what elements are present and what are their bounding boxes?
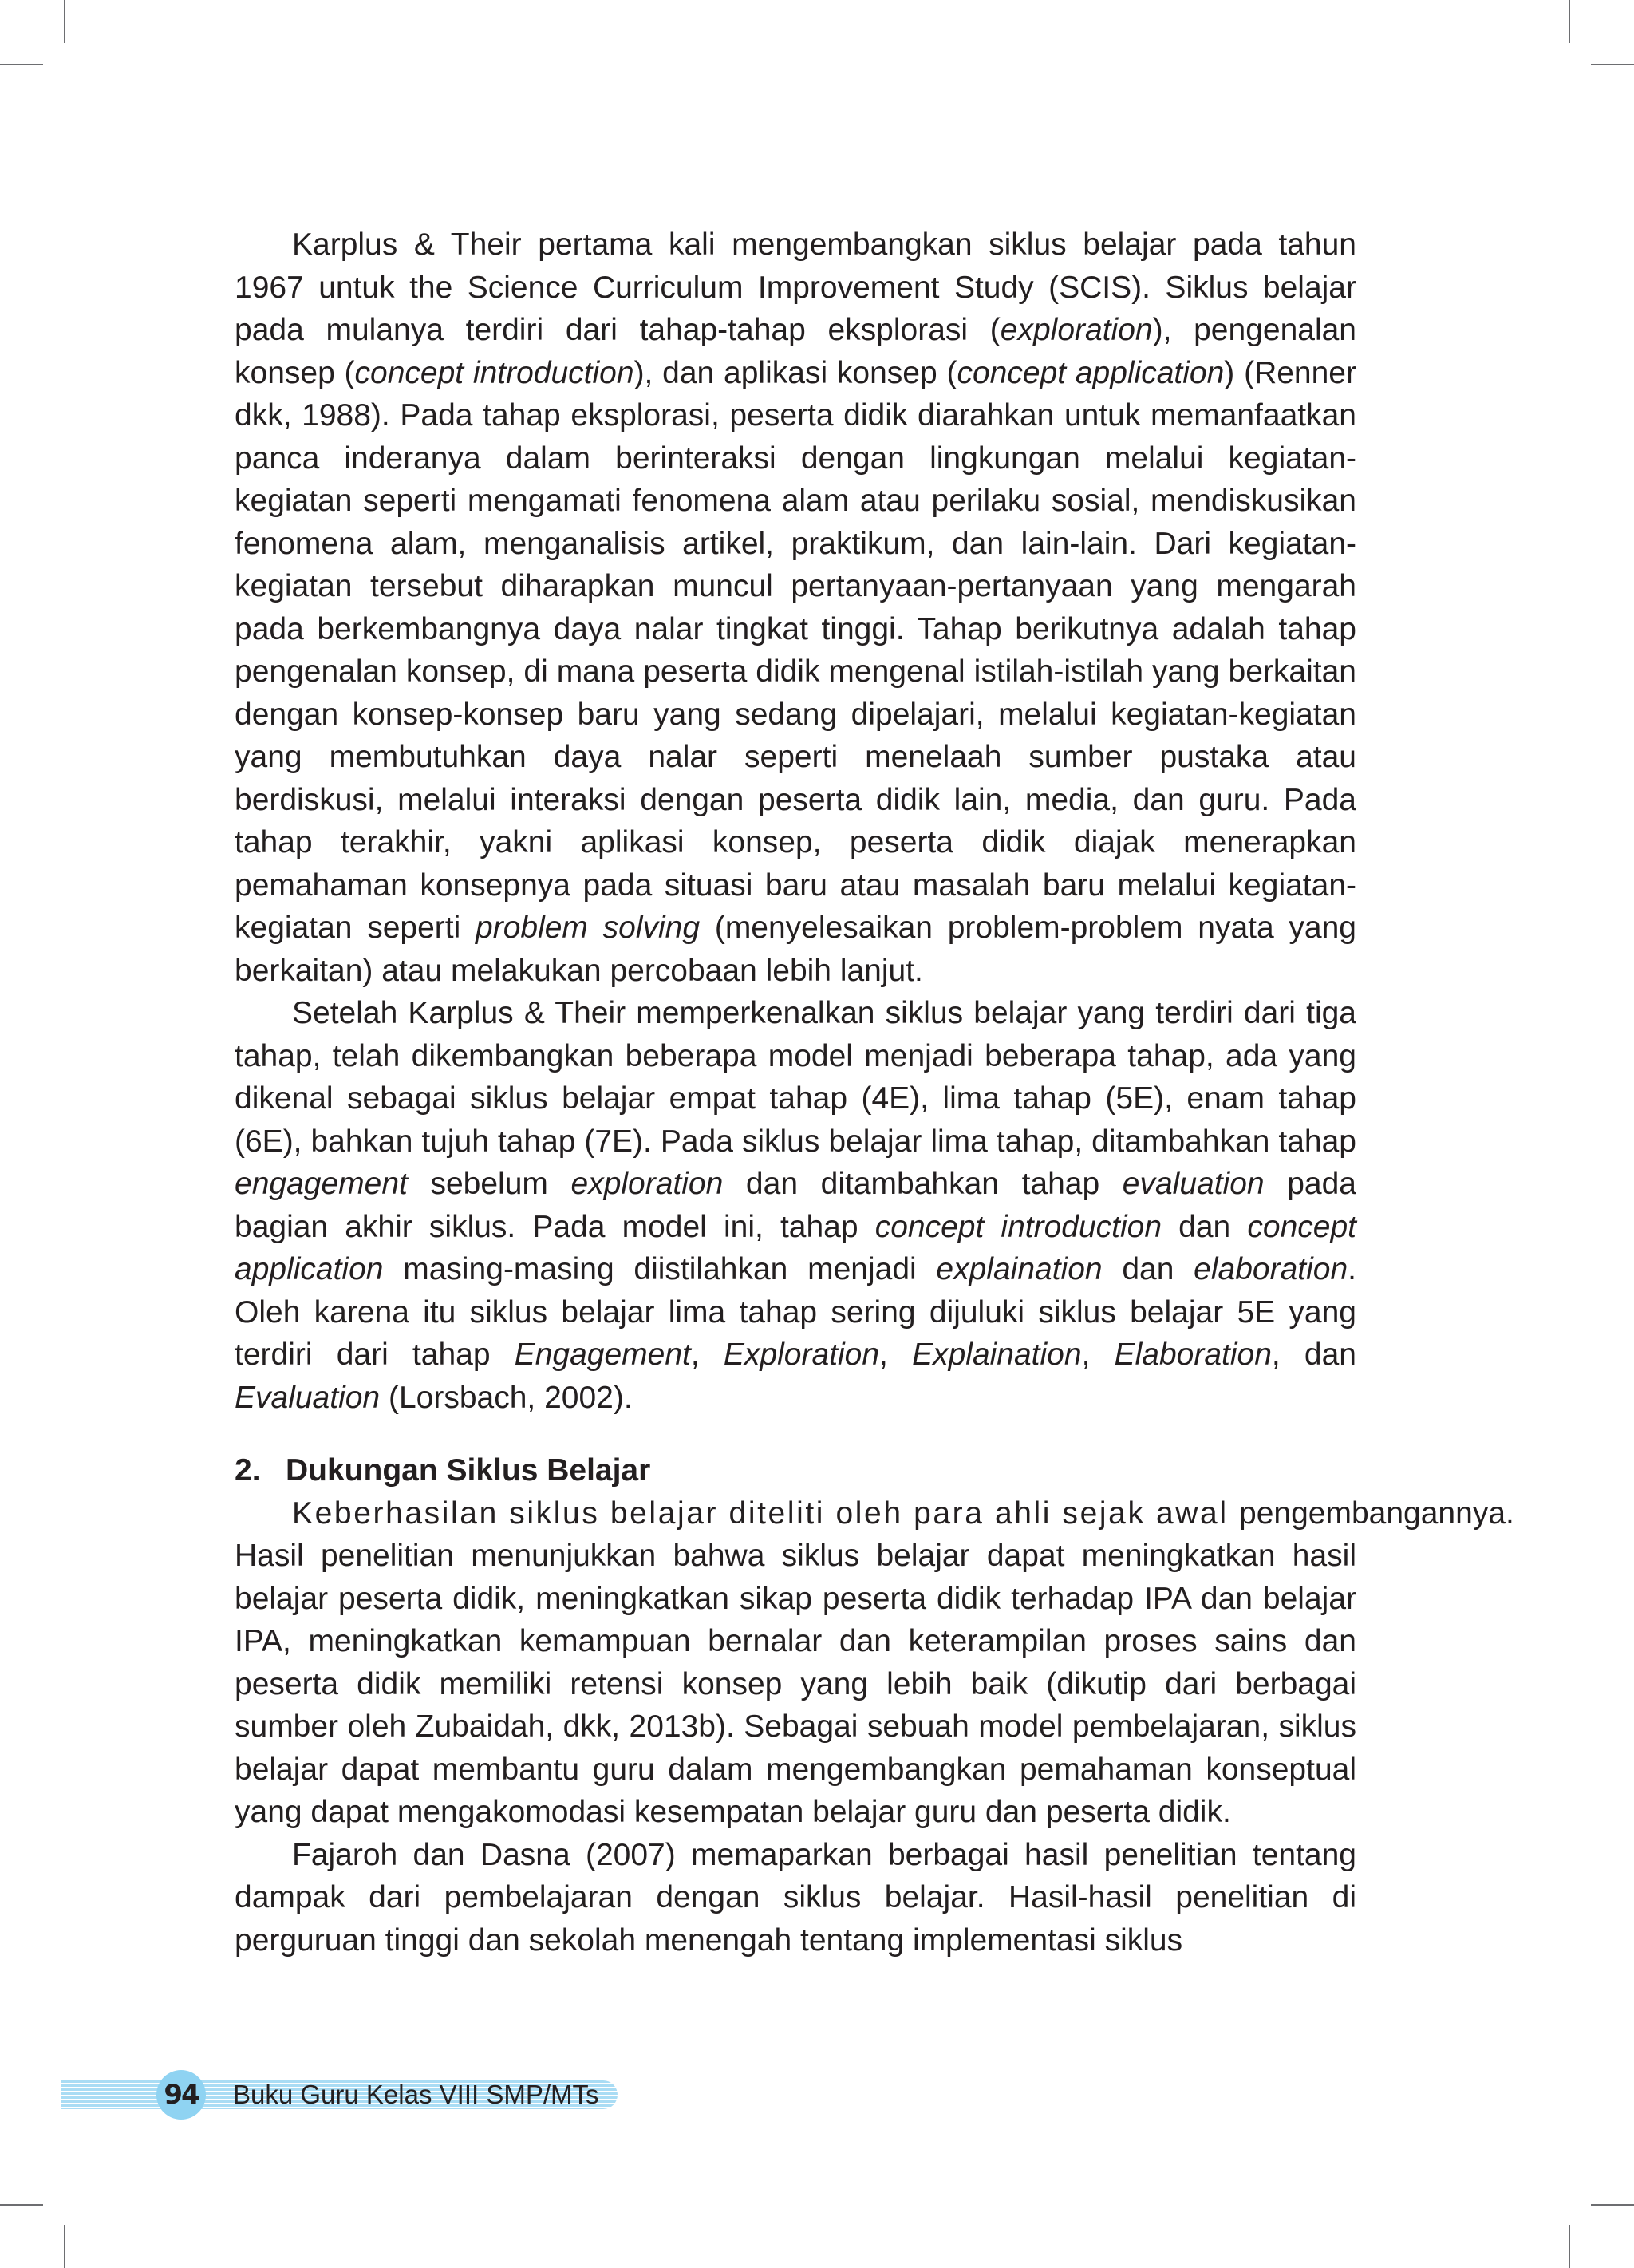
- italic-term: elaboration: [1194, 1252, 1348, 1286]
- page-footer: [61, 2070, 619, 2120]
- crop-mark-bottom-right-vertical: [1569, 2225, 1570, 2268]
- paragraph-karplus: Karplus & Their pertama kali mengembangkan siklus belajar pada tahun 1967 untuk the Science Curriculum Improvement Study (SCIS). Siklus belajar pada mulanya terdiri dari tahap-tahap eksplorasi (exploration), pengenalan konsep (concept introduction), dan aplikasi konsep (concept application) (Renner dkk, 1988). Pada tahap eksplorasi, peserta didik diarahkan untuk memanfaatkan panca inderanya dalam berinteraksi dengan lingkungan melalui kegiatan-kegiatan seperti mengamati fenomena alam atau perilaku sosial, mendiskusikan fenomena alam, menganalisis artikel, praktikum, dan lain-lain. Dari kegiatan-kegiatan tersebut diharapkan muncul pertanyaan-pertanyaan yang mengarah pada berkembangnya daya nalar tingkat tinggi. Tahap berikutnya adalah tahap pengenalan konsep, di mana peserta didik mengenal istilah-istilah yang berkaitan dengan konsep-konsep baru yang sedang dipelajari, melalui kegiatan-kegiatan yang membutuhkan daya nalar seperti menelaah sumber pustaka atau berdiskusi, melalui interaksi dengan peserta didik lain, media, dan guru. Pada tahap terakhir, yakni aplikasi konsep, peserta didik diajak menerapkan pemahaman konsepnya pada situasi baru atau masalah baru melalui kegiatan-kegiatan seperti problem solving (menyelesaikan problem-problem nyata yang berkaitan) atau melakukan percobaan lebih lanjut.: [235, 227, 1356, 988]
- italic-term: Evaluation: [235, 1380, 381, 1415]
- italic-term: concept application: [235, 1209, 1356, 1286]
- italic-term: Elaboration: [1114, 1337, 1272, 1372]
- italic-term: evaluation: [1122, 1167, 1265, 1201]
- italic-term: engagement: [235, 1167, 408, 1201]
- italic-term: exploration: [570, 1167, 724, 1201]
- italic-term: concept application: [957, 355, 1225, 390]
- paragraph-fajaroh: Fajaroh dan Dasna (2007) memaparkan berbagai hasil penelitian tentang dampak dari pembelajaran dengan siklus belajar. Hasil-hasil penelitian di perguruan tinggi dan sekolah menengah tentang implementasi siklus: [235, 1837, 1356, 1958]
- italic-term: concept introduction: [874, 1209, 1162, 1244]
- book-title: Buku Guru Kelas VIII SMP/MTs: [233, 2080, 599, 2109]
- page-number-badge: [156, 2070, 206, 2120]
- italic-term: problem solving: [476, 911, 701, 945]
- crop-mark-top-left-vertical: [64, 0, 65, 43]
- crop-mark-bottom-left-horizontal: [0, 2204, 43, 2206]
- crop-mark-top-left-horizontal: [0, 64, 43, 65]
- section-heading: [235, 1449, 1356, 1492]
- crop-mark-top-right-horizontal: [1591, 64, 1634, 65]
- italic-term: exploration: [1000, 313, 1153, 347]
- italic-term: concept introduction: [354, 355, 634, 390]
- crop-mark-bottom-left-vertical: [64, 2225, 65, 2268]
- italic-term: Exploration: [723, 1337, 880, 1372]
- section-number: 2.: [235, 1453, 261, 1488]
- italic-term: Explaination: [912, 1337, 1082, 1372]
- crop-mark-top-right-vertical: [1569, 0, 1570, 43]
- paragraph-support-intro: [235, 1492, 1514, 1834]
- paragraph-support-rest: pengembangannya. Hasil penelitian menunjukkan bahwa siklus belajar dapat meningkatkan hasil belajar peserta didik, meningkatkan sikap peserta didik terhadap IPA dan belajar IPA, meningkatkan kemampuan bernalar dan keterampilan proses sains dan peserta didik memiliki retensi konsep yang lebih baik (dikutip dari berbagai sumber oleh Zubaidah, dkk, 2013b). Sebagai sebuah model pembelajaran, siklus belajar dapat membantu guru dalam mengembangkan pemahaman konseptual yang dapat mengakomodasi kesempatan belajar guru dan peserta didik.: [235, 1496, 1514, 1829]
- paragraph-support-first-line: Keberhasilan siklus belajar diteliti oleh para ahli sejak awal: [292, 1496, 1240, 1531]
- page-body: [235, 223, 1514, 1962]
- crop-mark-bottom-right-horizontal: [1591, 2204, 1634, 2206]
- section-title: Dukungan Siklus Belajar: [286, 1453, 651, 1488]
- paragraph-model-development: Setelah Karplus & Their memperkenalkan siklus belajar yang terdiri dari tiga tahap, telah dikembangkan beberapa model menjadi beberapa tahap, ada yang dikenal sebagai siklus belajar empat tahap (4E), lima tahap (5E), enam tahap (6E), bahkan tujuh tahap (7E). Pada siklus belajar lima tahap, ditambahkan tahap engagement sebelum exploration dan ditambahkan tahap evaluation pada bagian akhir siklus. Pada model ini, tahap concept introduction dan concept application masing-masing diistilahkan menjadi explaination dan elaboration. Oleh karena itu siklus belajar lima tahap sering dijuluki siklus belajar 5E yang terdiri dari tahap Engagement, Exploration, Explaination, Elaboration, dan Evaluation (Lorsbach, 2002).: [235, 996, 1357, 1415]
- italic-term: Engagement: [514, 1337, 691, 1372]
- italic-term: explaination: [936, 1252, 1103, 1286]
- page-number: 94: [164, 2079, 199, 2111]
